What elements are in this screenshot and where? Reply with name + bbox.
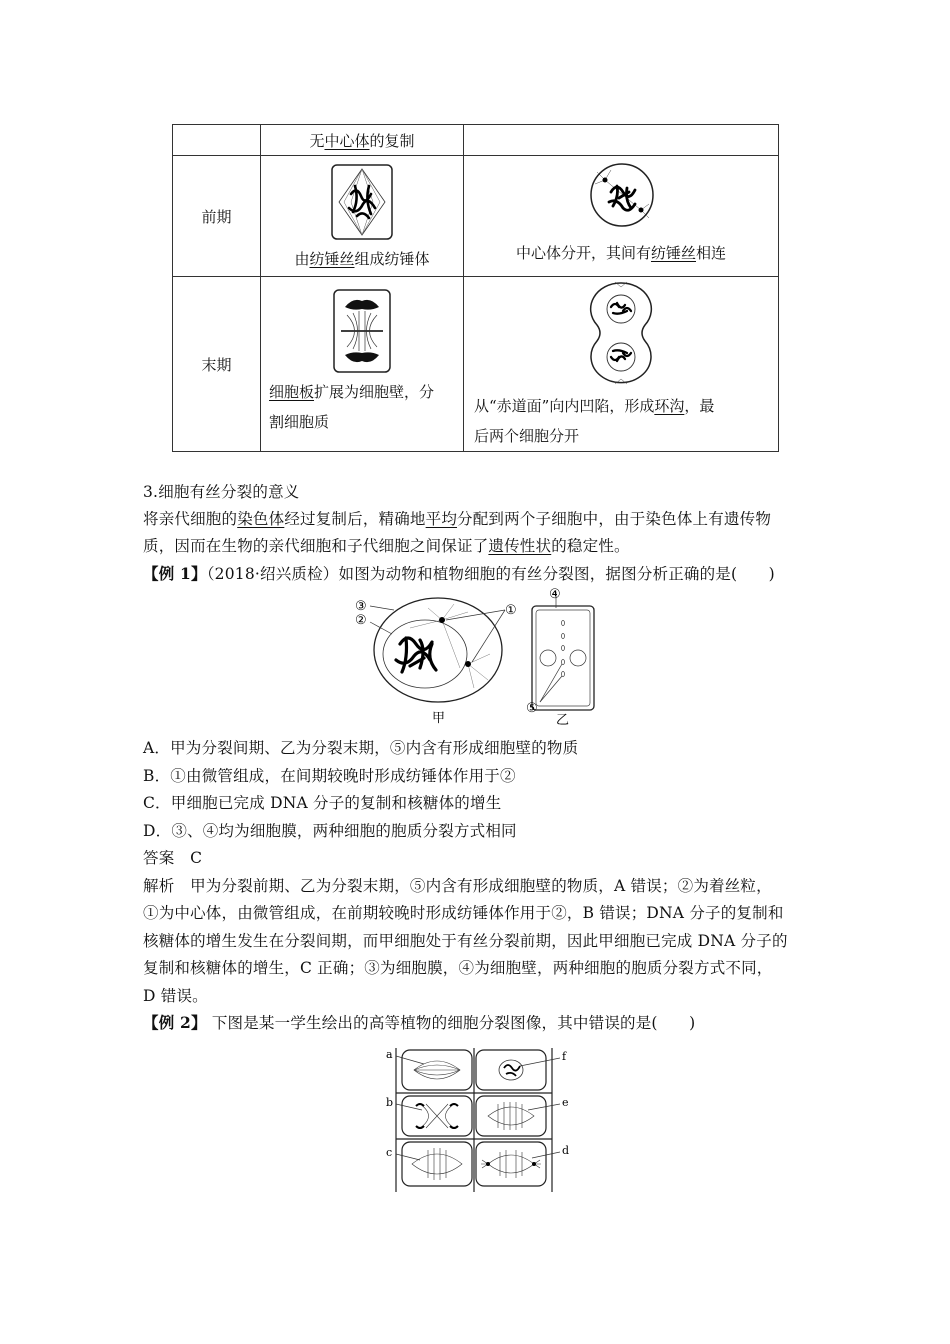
label-b: b (386, 1096, 394, 1109)
plant-telophase-illustration (333, 289, 391, 373)
example1-figure (350, 588, 610, 728)
option-d: D．③、④均为细胞膜，两种细胞的胞质分裂方式相同 (143, 822, 517, 840)
analysis-line: 解析 甲为分裂前期、乙为分裂末期，⑤内含有形成细胞壁的物质，A 错误；②为着丝粒， (143, 877, 772, 895)
option-c: C．甲细胞已完成 DNA 分子的复制和核糖体的增生 (143, 794, 502, 812)
figure-label-jia: 甲 (432, 711, 446, 726)
section-paragraph-line2: 质，因而在生物的亲代细胞和子代细胞之间保证了遗传性状的稳定性。 (143, 537, 630, 555)
mitosis-comparison-table (172, 124, 779, 452)
marker-3: ③ (355, 599, 367, 614)
marker-5: ⑤ (526, 701, 538, 716)
marker-2: ② (355, 613, 367, 628)
label-a: a (386, 1048, 393, 1061)
animal-cell-text (464, 125, 779, 156)
analysis-line: ①为中心体，由微管组成，在前期较晚时形成纺锤体作用于②，B 错误；DNA 分子的复制和 (143, 904, 784, 922)
animal-telophase-caption: 从“赤道面”向内凹陷，形成环沟，最 后两个细胞分开 (474, 397, 715, 445)
option-a: A．甲为分裂间期、乙为分裂末期，⑤内含有形成细胞壁的物质 (143, 739, 579, 757)
table-row (173, 125, 779, 156)
marker-1: ① (505, 603, 517, 618)
analysis-line: 复制和核糖体的增生，C 正确；③为细胞膜，④为细胞壁，两种细胞的胞质分裂方式不同， (143, 959, 773, 977)
section-heading: 3.细胞有丝分裂的意义 (143, 483, 300, 501)
stage-prophase: 前期 (173, 156, 261, 277)
figure-label-yi: 乙 (556, 713, 570, 728)
plant-telophase-caption: 细胞板扩展为细胞壁，分 割细胞质 (269, 383, 435, 431)
animal-prophase-illustration (589, 162, 655, 228)
label-f: f (562, 1050, 567, 1063)
analysis-line: 核糖体的增生发生在分裂间期，而甲细胞处于有丝分裂前期，因此甲细胞已完成 DNA 分子的 (143, 932, 788, 950)
stage-cell (173, 125, 261, 156)
marker-4: ④ (549, 587, 561, 602)
table-row (173, 156, 779, 277)
table-row (173, 277, 779, 452)
label-c: c (386, 1146, 393, 1159)
example2-figure (384, 1046, 574, 1196)
plant-telophase-cell (261, 277, 464, 452)
plant-prophase-illustration (331, 164, 393, 240)
animal-telophase-cell (464, 277, 779, 452)
example1-tag: 【例 1】 (143, 564, 207, 583)
answer: 答案 C (143, 849, 203, 867)
example2-tag: 【例 2】 (143, 1013, 207, 1032)
analysis-line: D 错误。 (143, 987, 208, 1005)
option-b: B．①由微管组成，在间期较晚时形成纺锤体作用于② (143, 767, 516, 785)
plant-prophase-cell (261, 156, 464, 277)
example1-question: 【例 1】（2018·绍兴质检）如图为动物和植物细胞的有丝分裂图，据图分析正确的是( ) (143, 564, 775, 583)
example2-question: 【例 2】 下图是某一学生绘出的高等植物的细胞分裂图像，其中错误的是( ) (143, 1013, 696, 1032)
animal-telophase-illustration (589, 281, 653, 385)
animal-prophase-cell (464, 156, 779, 277)
label-d: d (562, 1144, 570, 1157)
animal-prophase-caption: 中心体分开，其间有纺锤丝相连 (515, 244, 727, 262)
section-paragraph-line1: 将亲代细胞的染色体经过复制后，精确地平均分配到两个子细胞中，由于染色体上有遗传物 (143, 510, 772, 528)
plant-prophase-caption: 由纺锤丝组成纺锤体 (294, 250, 430, 268)
label-e: e (562, 1096, 569, 1109)
stage-telophase: 末期 (173, 277, 261, 452)
plant-cell-text: 无中心体的复制 (261, 125, 464, 156)
